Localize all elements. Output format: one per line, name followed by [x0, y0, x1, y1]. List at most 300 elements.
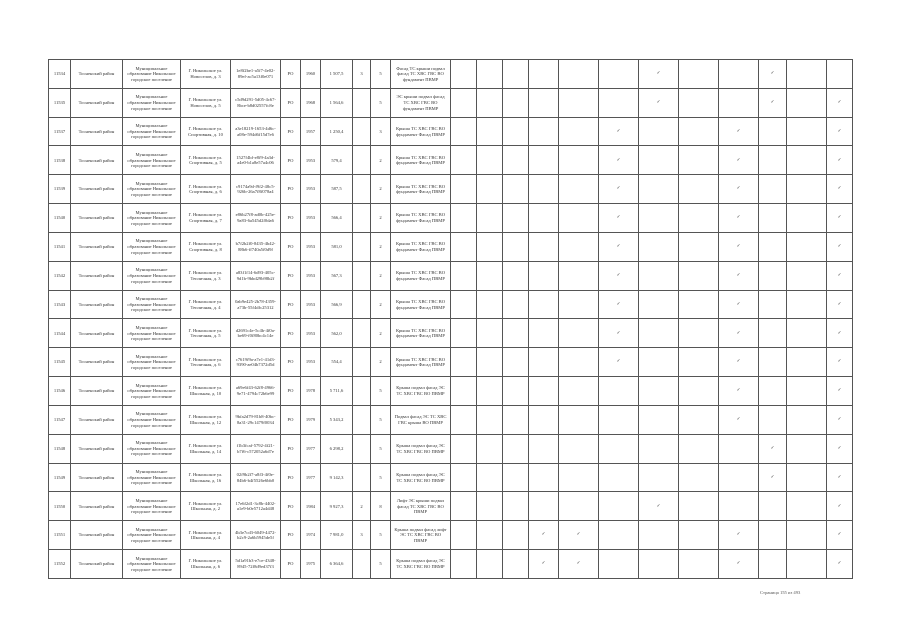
empty-check-cell	[639, 348, 679, 377]
guid-cell: 17e6f2d1-3c8b-4402-a1e9-b0e5712a4d48	[231, 492, 281, 521]
municipality-cell: Муниципальное образование Никольское городское поселение	[123, 175, 181, 204]
empty-cell	[451, 492, 477, 521]
address-cell: Г. Никольское ул. Спортивная, д. 8	[181, 232, 231, 261]
empty-check-cell	[529, 463, 559, 492]
entrances-cell: 2	[371, 290, 391, 319]
empty-check-cell	[759, 348, 787, 377]
address-cell: Г. Никольское ул. Спортивная, д. 6	[181, 175, 231, 204]
empty-cell	[679, 204, 719, 233]
empty-check-cell	[759, 492, 787, 521]
empty-check-cell	[559, 405, 599, 434]
row-id-cell: 11543	[49, 290, 71, 319]
guid-cell: b7f2b2f0-8435-4b42-88b6-ff740a5f0d9f	[231, 232, 281, 261]
empty-check-cell	[529, 319, 559, 348]
floors-cell	[353, 204, 371, 233]
floors-cell	[353, 175, 371, 204]
table-row	[49, 204, 853, 233]
municipality-cell: Муниципальное образование Никольское городское поселение	[123, 319, 181, 348]
empty-check-cell	[599, 377, 639, 406]
entrances-cell: 5	[371, 60, 391, 89]
table-row	[49, 232, 853, 261]
type-cell: РО	[281, 492, 301, 521]
empty-cell	[477, 88, 503, 117]
checkmark-icon: ✓	[529, 550, 559, 579]
row-id-cell: 11550	[49, 492, 71, 521]
checkmark-icon: ✓	[719, 204, 759, 233]
district-cell: Тосненский район	[71, 550, 123, 579]
row-id-cell: 11534	[49, 60, 71, 89]
empty-check-cell	[719, 434, 759, 463]
empty-check-cell	[529, 434, 559, 463]
district-cell: Тосненский район	[71, 204, 123, 233]
municipality-cell: Муниципальное образование Никольское городское поселение	[123, 405, 181, 434]
row-id-cell: 11552	[49, 550, 71, 579]
table-row	[49, 146, 853, 175]
floors-cell	[353, 377, 371, 406]
empty-cell	[787, 377, 827, 406]
checkmark-icon: ✓	[827, 377, 853, 406]
empty-cell	[503, 204, 529, 233]
checkmark-icon: ✓	[827, 290, 853, 319]
empty-check-cell	[639, 146, 679, 175]
empty-check-cell	[759, 521, 787, 550]
empty-check-cell	[529, 232, 559, 261]
empty-check-cell	[559, 348, 599, 377]
empty-check-cell	[529, 348, 559, 377]
empty-cell	[477, 319, 503, 348]
empty-check-cell	[639, 377, 679, 406]
empty-cell	[503, 550, 529, 579]
entrances-cell: 2	[371, 261, 391, 290]
address-cell: Г. Никольское ул. Школьная, д. 14	[181, 434, 231, 463]
floors-cell	[353, 319, 371, 348]
area-cell: 1 250,4	[321, 117, 353, 146]
row-id-cell: 11551	[49, 521, 71, 550]
address-cell: Г. Никольское ул. Спортивная, д. 10	[181, 117, 231, 146]
address-cell: Г. Никольское ул. Спортивная, д. 5	[181, 146, 231, 175]
empty-check-cell	[719, 88, 759, 117]
empty-check-cell	[599, 405, 639, 434]
empty-cell	[477, 232, 503, 261]
empty-check-cell	[599, 550, 639, 579]
municipality-cell: Муниципальное образование Никольское городское поселение	[123, 117, 181, 146]
guid-cell: 0ab9e425-2b78-4359-a73b-55f4dfc25312	[231, 290, 281, 319]
empty-check-cell	[559, 232, 599, 261]
checkmark-icon: ✓	[719, 377, 759, 406]
type-cell: РО	[281, 175, 301, 204]
municipality-cell: Муниципальное образование Никольское городское поселение	[123, 377, 181, 406]
district-cell: Тосненский район	[71, 60, 123, 89]
entrances-cell: 5	[371, 463, 391, 492]
checkmark-icon: ✓	[719, 550, 759, 579]
empty-check-cell	[529, 117, 559, 146]
empty-cell	[451, 405, 477, 434]
empty-cell	[477, 492, 503, 521]
empty-cell	[787, 319, 827, 348]
empty-check-cell	[599, 434, 639, 463]
guid-cell: c9174a9d-f9f2-48c5-926b-26a7f8f078a4	[231, 175, 281, 204]
empty-cell	[679, 175, 719, 204]
empty-cell	[451, 204, 477, 233]
empty-check-cell	[559, 117, 599, 146]
works-cell: Крыша подвал фасад ЭС ТС ХВС ГВС ВО ПВМР	[391, 377, 451, 406]
table-row	[49, 348, 853, 377]
empty-cell	[787, 204, 827, 233]
empty-cell	[503, 463, 529, 492]
empty-cell	[679, 492, 719, 521]
empty-cell	[787, 348, 827, 377]
empty-cell	[451, 232, 477, 261]
empty-check-cell	[639, 175, 679, 204]
row-id-cell: 11547	[49, 405, 71, 434]
checkmark-icon: ✓	[719, 405, 759, 434]
checkmark-icon: ✓	[599, 319, 639, 348]
table-row	[49, 290, 853, 319]
checkmark-icon: ✓	[599, 204, 639, 233]
empty-check-cell	[639, 117, 679, 146]
table-row	[49, 377, 853, 406]
type-cell: РО	[281, 60, 301, 89]
entrances-cell: 5	[371, 550, 391, 579]
empty-check-cell	[759, 377, 787, 406]
empty-check-cell	[639, 521, 679, 550]
empty-cell	[787, 232, 827, 261]
checkmark-icon: ✓	[827, 434, 853, 463]
works-cell: Лифт ЭС крыши подвал фасад ТС ХВС ГВС ВО ПВМР	[391, 492, 451, 521]
empty-check-cell	[639, 204, 679, 233]
municipality-cell: Муниципальное образование Никольское городское поселение	[123, 550, 181, 579]
empty-cell	[679, 60, 719, 89]
table-row	[49, 319, 853, 348]
year-cell: 1960	[301, 60, 321, 89]
checkmark-icon: ✓	[827, 88, 853, 117]
floors-cell	[353, 232, 371, 261]
empty-cell	[503, 60, 529, 89]
municipality-cell: Муниципальное образование Никольское городское поселение	[123, 434, 181, 463]
municipality-cell: Муниципальное образование Никольское городское поселение	[123, 88, 181, 117]
area-cell: 579,4	[321, 146, 353, 175]
area-cell: 566,4	[321, 204, 353, 233]
year-cell: 1984	[301, 492, 321, 521]
empty-check-cell	[599, 521, 639, 550]
guid-cell: 4b3e7cd3-6049-4472-b2c9-2a6b5945de5f	[231, 521, 281, 550]
address-cell: Г. Никольское ул. Новоселов, д. 3	[181, 60, 231, 89]
entrances-cell: 3	[371, 117, 391, 146]
area-cell: 562,0	[321, 319, 353, 348]
year-cell: 1957	[301, 117, 321, 146]
district-cell: Тосненский район	[71, 232, 123, 261]
table-row	[49, 60, 853, 89]
empty-cell	[451, 88, 477, 117]
checkmark-icon: ✓	[599, 290, 639, 319]
address-cell: Г. Никольское ул. Школьная, д. 2	[181, 492, 231, 521]
works-cell: Крыша ТС ХВС ГВС ВО фундамент Фасад ПВМР	[391, 204, 451, 233]
empty-cell	[503, 290, 529, 319]
empty-cell	[679, 377, 719, 406]
empty-cell	[787, 261, 827, 290]
guid-cell: e86b27f8-ad0b-425e-9a83-6a545d2f0da6	[231, 204, 281, 233]
guid-cell: f1b3fcaf-5792-4f21-b7f6-c572052a6d7e	[231, 434, 281, 463]
municipality-cell: Муниципальное образование Никольское городское поселение	[123, 146, 181, 175]
empty-check-cell	[719, 492, 759, 521]
district-cell: Тосненский район	[71, 348, 123, 377]
empty-check-cell	[759, 175, 787, 204]
empty-cell	[451, 290, 477, 319]
table-row	[49, 492, 853, 521]
area-cell: 5 343,2	[321, 405, 353, 434]
checkmark-icon: ✓	[559, 521, 599, 550]
checkmark-icon: ✓	[759, 60, 787, 89]
checkmark-icon: ✓	[827, 463, 853, 492]
district-cell: Тосненский район	[71, 377, 123, 406]
guid-cell: c7619f9a-a7e1-41d3-9390-ae04b7372d5d	[231, 348, 281, 377]
checkmark-icon: ✓	[759, 463, 787, 492]
row-id-cell: 11548	[49, 434, 71, 463]
empty-check-cell	[639, 434, 679, 463]
empty-check-cell	[529, 290, 559, 319]
year-cell: 1977	[301, 463, 321, 492]
floors-cell: 3	[353, 60, 371, 89]
empty-check-cell	[559, 88, 599, 117]
guid-cell: 9bfa2d79-81b8-40bc-8a31-29c1479f0034	[231, 405, 281, 434]
empty-check-cell	[759, 232, 787, 261]
empty-check-cell	[599, 463, 639, 492]
empty-check-cell	[529, 60, 559, 89]
checkmark-icon: ✓	[827, 175, 853, 204]
works-cell: Крыша ТС ХВС ГВС ВО фундамент Фасад ПВМР	[391, 232, 451, 261]
row-id-cell: 11545	[49, 348, 71, 377]
year-cell: 1974	[301, 521, 321, 550]
empty-cell	[503, 377, 529, 406]
year-cell: 1953	[301, 204, 321, 233]
empty-cell	[787, 146, 827, 175]
works-cell: Подвал фасад ЭС ТС ХВС ГВС крыша ВО ПВМР	[391, 405, 451, 434]
works-cell: Крыша подвал фасад ЭС ТС ХВС ГВС ВО ПВМР	[391, 434, 451, 463]
area-cell: 7 981,0	[321, 521, 353, 550]
area-cell: 554,4	[321, 348, 353, 377]
checkmark-icon: ✓	[759, 88, 787, 117]
district-cell: Тосненский район	[71, 146, 123, 175]
floors-cell	[353, 550, 371, 579]
entrances-cell: 2	[371, 146, 391, 175]
table-body	[49, 60, 853, 579]
checkmark-icon: ✓	[719, 175, 759, 204]
checkmark-icon: ✓	[529, 521, 559, 550]
row-id-cell: 11540	[49, 204, 71, 233]
empty-cell	[787, 434, 827, 463]
empty-cell	[503, 348, 529, 377]
empty-check-cell	[559, 463, 599, 492]
empty-check-cell	[559, 319, 599, 348]
checkmark-icon: ✓	[827, 348, 853, 377]
municipality-cell: Муниципальное образование Никольское городское поселение	[123, 261, 181, 290]
empty-check-cell	[529, 377, 559, 406]
address-cell: Г. Никольское ул. Тепличная, д. 3	[181, 261, 231, 290]
entrances-cell: 5	[371, 377, 391, 406]
checkmark-icon: ✓	[827, 117, 853, 146]
works-cell: Крыша ТС ХВС ГВС ВО фундамент Фасад ПВМР	[391, 290, 451, 319]
table-row	[49, 117, 853, 146]
empty-cell	[477, 434, 503, 463]
type-cell: РО	[281, 261, 301, 290]
empty-cell	[679, 319, 719, 348]
row-id-cell: 11542	[49, 261, 71, 290]
entrances-cell: 2	[371, 204, 391, 233]
type-cell: РО	[281, 290, 301, 319]
empty-cell	[451, 175, 477, 204]
empty-cell	[679, 463, 719, 492]
checkmark-icon: ✓	[827, 492, 853, 521]
address-cell: Г. Никольское ул. Школьная, д. 16	[181, 463, 231, 492]
checkmark-icon: ✓	[827, 232, 853, 261]
empty-cell	[451, 377, 477, 406]
floors-cell	[353, 434, 371, 463]
guid-cell: a83f1f14-6d93-405c-9d1b-9bbd29b98b2f	[231, 261, 281, 290]
floors-cell	[353, 348, 371, 377]
address-cell: Г. Никольское ул. Тепличная, д. 6	[181, 348, 231, 377]
district-cell: Тосненский район	[71, 117, 123, 146]
guid-cell: a3e18219-1653-4d6c-a08e-594d6f15d7e6	[231, 117, 281, 146]
empty-cell	[679, 146, 719, 175]
district-cell: Тосненский район	[71, 405, 123, 434]
empty-check-cell	[639, 232, 679, 261]
address-cell: Г. Никольское ул. Тепличная, д. 4	[181, 290, 231, 319]
checkmark-icon: ✓	[599, 175, 639, 204]
empty-cell	[477, 348, 503, 377]
empty-cell	[477, 60, 503, 89]
empty-check-cell	[719, 60, 759, 89]
checkmark-icon: ✓	[827, 319, 853, 348]
district-cell: Тосненский район	[71, 88, 123, 117]
year-cell: 1977	[301, 434, 321, 463]
checkmark-icon: ✓	[827, 204, 853, 233]
empty-check-cell	[559, 261, 599, 290]
empty-check-cell	[559, 377, 599, 406]
empty-cell	[503, 492, 529, 521]
type-cell: РО	[281, 550, 301, 579]
empty-check-cell	[759, 405, 787, 434]
floors-cell	[353, 117, 371, 146]
empty-cell	[787, 492, 827, 521]
empty-check-cell	[639, 319, 679, 348]
guid-cell: c5d9d291-5d05-4c67-8bce-b8d02557fc8e	[231, 88, 281, 117]
empty-cell	[477, 377, 503, 406]
area-cell: 567,3	[321, 261, 353, 290]
checkmark-icon: ✓	[639, 492, 679, 521]
empty-cell	[679, 521, 719, 550]
empty-check-cell	[599, 88, 639, 117]
address-cell: Г. Никольское ул. Школьная, д. 12	[181, 405, 231, 434]
floors-cell	[353, 290, 371, 319]
empty-cell	[679, 261, 719, 290]
entrances-cell: 2	[371, 232, 391, 261]
area-cell: 1 507,5	[321, 60, 353, 89]
empty-cell	[451, 261, 477, 290]
empty-check-cell	[639, 261, 679, 290]
checkmark-icon: ✓	[719, 348, 759, 377]
row-id-cell: 11539	[49, 175, 71, 204]
empty-cell	[451, 463, 477, 492]
area-cell: 581,0	[321, 232, 353, 261]
checkmark-icon: ✓	[719, 261, 759, 290]
empty-check-cell	[639, 405, 679, 434]
municipality-cell: Муниципальное образование Никольское городское поселение	[123, 521, 181, 550]
empty-cell	[477, 463, 503, 492]
empty-cell	[787, 463, 827, 492]
empty-cell	[679, 117, 719, 146]
empty-cell	[477, 405, 503, 434]
empty-check-cell	[759, 146, 787, 175]
table-row	[49, 434, 853, 463]
empty-check-cell	[639, 463, 679, 492]
district-cell: Тосненский район	[71, 261, 123, 290]
type-cell: РО	[281, 146, 301, 175]
district-cell: Тосненский район	[71, 175, 123, 204]
page-footer: Страница 155 из 493	[760, 590, 801, 595]
municipality-cell: Муниципальное образование Никольское городское поселение	[123, 232, 181, 261]
works-cell: Фасад ТС крыши подвал фасад ТС ХВС ГВС ВО фундамент ПВМР	[391, 60, 451, 89]
works-cell: Крыша ТС ХВС ГВС ВО фундамент Фасад ПВМР	[391, 348, 451, 377]
type-cell: РО	[281, 405, 301, 434]
empty-cell	[477, 204, 503, 233]
checkmark-icon: ✓	[599, 117, 639, 146]
checkmark-icon: ✓	[719, 319, 759, 348]
floors-cell	[353, 261, 371, 290]
address-cell: Г. Никольское ул. Школьная, д. 10	[181, 377, 231, 406]
year-cell: 1953	[301, 290, 321, 319]
empty-cell	[451, 550, 477, 579]
type-cell: РО	[281, 463, 301, 492]
works-cell: Крыша ТС ХВС ГВС ВО фундамент Фасад ПВМР	[391, 319, 451, 348]
municipality-cell: Муниципальное образование Никольское городское поселение	[123, 463, 181, 492]
empty-check-cell	[759, 550, 787, 579]
empty-check-cell	[759, 204, 787, 233]
type-cell: РО	[281, 521, 301, 550]
checkmark-icon: ✓	[719, 232, 759, 261]
guid-cell: d2691c4e-5c4b-4f0a-be69-f0f80bc4c14e	[231, 319, 281, 348]
entrances-cell: 2	[371, 348, 391, 377]
year-cell: 1979	[301, 405, 321, 434]
row-id-cell: 11544	[49, 319, 71, 348]
empty-cell	[503, 117, 529, 146]
empty-cell	[503, 175, 529, 204]
row-id-cell: 11538	[49, 146, 71, 175]
empty-check-cell	[529, 261, 559, 290]
guid-cell: 1527f4bf-e8f9-4a3d-a4e0-b1a8e57a4c06	[231, 146, 281, 175]
checkmark-icon: ✓	[639, 60, 679, 89]
checkmark-icon: ✓	[719, 521, 759, 550]
works-cell: Крыша подвал фасад лифт ЭС ТС ХВС ГВС ВО ПВМР	[391, 521, 451, 550]
entrances-cell: 5	[371, 88, 391, 117]
empty-check-cell	[759, 319, 787, 348]
type-cell: РО	[281, 348, 301, 377]
empty-cell	[477, 146, 503, 175]
empty-check-cell	[529, 405, 559, 434]
year-cell: 1968	[301, 88, 321, 117]
empty-check-cell	[559, 175, 599, 204]
table-row	[49, 405, 853, 434]
works-cell: Крыша подвал фасад ЭС ТС ХВС ГВС ВО ПВМР	[391, 463, 451, 492]
address-cell: Г. Никольское ул. Школьная, д. 6	[181, 550, 231, 579]
empty-cell	[477, 117, 503, 146]
area-cell: 6 364,6	[321, 550, 353, 579]
empty-cell	[503, 434, 529, 463]
floors-cell	[353, 463, 371, 492]
empty-check-cell	[529, 204, 559, 233]
empty-cell	[679, 405, 719, 434]
empty-cell	[503, 405, 529, 434]
checkmark-icon: ✓	[827, 521, 853, 550]
